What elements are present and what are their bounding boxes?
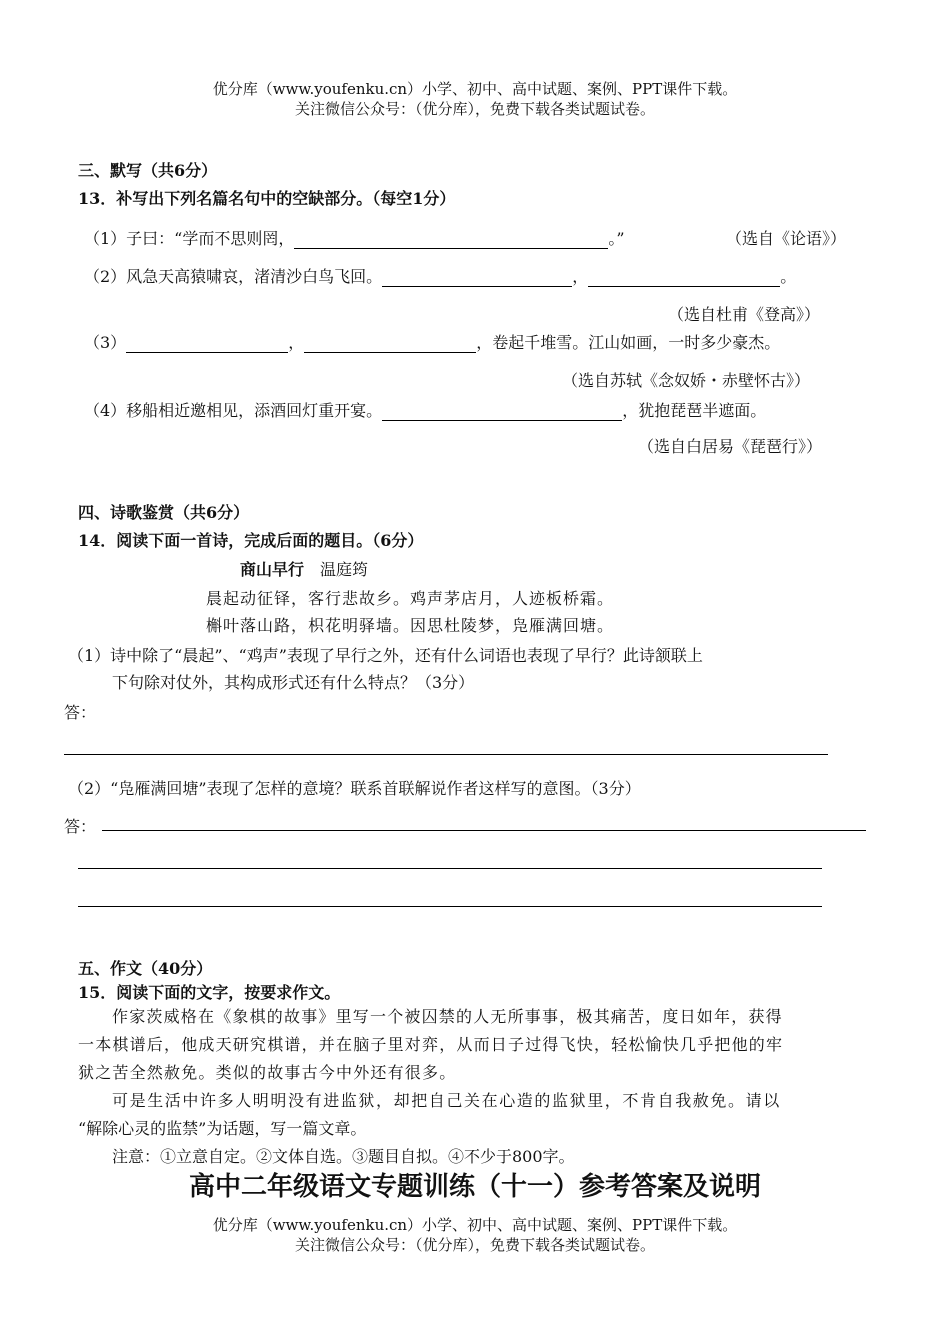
item-3: [84, 330, 780, 353]
answer-label-1: 答：: [64, 703, 97, 722]
item-3-blank-a[interactable]: [126, 334, 288, 353]
answer-line-2[interactable]: [102, 830, 866, 831]
item-3-comma: ，: [288, 333, 305, 352]
poem-author: 温庭筠: [320, 560, 369, 579]
answer-line-4[interactable]: [78, 906, 822, 907]
item-2-comma: ，: [572, 267, 589, 286]
sub-question-1-line-2: 下句除对仗外，其构成形式还有什么特点？（3分）: [112, 673, 475, 692]
question-13: 13．补写出下列名篇名句中的空缺部分。（每空1分）: [78, 189, 456, 208]
composition-note: 注意：①立意自定。②文体自选。③题目自拟。④不少于800字。: [112, 1147, 575, 1166]
item-3-suffix: ，卷起千堆雪。江山如画，一时多少豪杰。: [476, 333, 781, 352]
question-15: 15．阅读下面的文字，按要求作文。: [78, 983, 341, 1002]
item-1-prefix: （1）子曰：“学而不思则罔，: [84, 229, 295, 248]
prompt-p1-line-1: 作家茨威格在《象棋的故事》里写一个被囚禁的人无所事事，极其痛苦，度日如年，获得: [112, 1007, 783, 1026]
item-3-prefix: （3）: [84, 333, 127, 352]
item-3-source: （选自苏轼《念奴娇・赤壁怀古》）: [562, 371, 811, 390]
item-2-source: （选自杜甫《登高》）: [668, 305, 821, 324]
item-4: [84, 398, 766, 421]
prompt-p1-line-2: 一本棋谱后，他成天研究棋谱，并在脑子里对弈，从而日子过得飞快，轻松愉快几乎把他的牢: [78, 1035, 784, 1054]
answer-label-2: 答：: [64, 817, 97, 836]
section-5-heading: 五、作文（40分）: [78, 959, 213, 978]
section-4-heading: 四、诗歌鉴赏（共6分）: [78, 503, 250, 522]
item-3-blank-b[interactable]: [304, 334, 476, 353]
header-line-1: 优分库（www.youfenku.cn）小学、初中、高中试题、案例、PPT课件下载。: [212, 80, 738, 98]
item-1-blank[interactable]: [294, 230, 608, 249]
prompt-p2-line-1: 可是生活中许多人明明没有进监狱，却把自己关在心造的监狱里，不肯自我赦免。请以: [112, 1091, 781, 1110]
poem-line-2: 槲叶落山路，枳花明驿墙。因思杜陵梦，凫雁满回塘。: [206, 616, 615, 635]
header-line-2: 关注微信公众号：（优分库），免费下载各类试题试卷。: [294, 100, 655, 118]
sub-question-1-line-1: （1）诗中除了“晨起”、“鸡声”表现了早行之外，还有什么词语也表现了早行？此诗颔联上: [68, 646, 703, 665]
answers-title: 高中二年级语文专题训练（十一）参考答案及说明: [188, 1172, 761, 1202]
poem-line-1: 晨起动征铎，客行悲故乡。鸡声茅店月，人迹板桥霜。: [206, 589, 615, 608]
footer-line-2: 关注微信公众号：（优分库），免费下载各类试题试卷。: [294, 1236, 655, 1254]
item-2-prefix: （2）风急天高猿啸哀，渚清沙白鸟飞回。: [84, 267, 383, 286]
item-2-blank-a[interactable]: [382, 268, 572, 287]
item-2: [84, 264, 796, 287]
poem-heading: [240, 557, 368, 580]
item-4-suffix: ，犹抱琵琶半遮面。: [622, 401, 767, 420]
item-2-end: 。: [780, 267, 797, 286]
item-1: [84, 226, 625, 249]
answer-line-3[interactable]: [78, 868, 822, 869]
item-2-blank-b[interactable]: [588, 268, 780, 287]
item-1-suffix: 。”: [608, 229, 625, 248]
poem-title: 商山早行: [240, 560, 305, 579]
prompt-p2-line-2: “解除心灵的监禁”为话题，写一篇文章。: [78, 1119, 367, 1138]
item-1-source: （选自《论语》）: [726, 229, 847, 248]
item-4-prefix: （4）移船相近邀相见，添酒回灯重开宴。: [84, 401, 383, 420]
item-4-source: （选自白居易《琵琶行》）: [638, 437, 823, 456]
sub-question-2: （2）“凫雁满回塘”表现了怎样的意境？联系首联解说作者这样写的意图。（3分）: [68, 779, 641, 798]
answer-line-1[interactable]: [64, 754, 828, 755]
footer-line-1: 优分库（www.youfenku.cn）小学、初中、高中试题、案例、PPT课件下载。: [212, 1216, 738, 1234]
question-14: 14．阅读下面一首诗，完成后面的题目。（6分）: [78, 531, 424, 550]
prompt-p1-line-3: 狱之苦全然赦免。类似的故事古今中外还有很多。: [78, 1063, 457, 1082]
section-3-heading: 三、默写（共6分）: [78, 161, 218, 180]
item-4-blank[interactable]: [382, 402, 622, 421]
